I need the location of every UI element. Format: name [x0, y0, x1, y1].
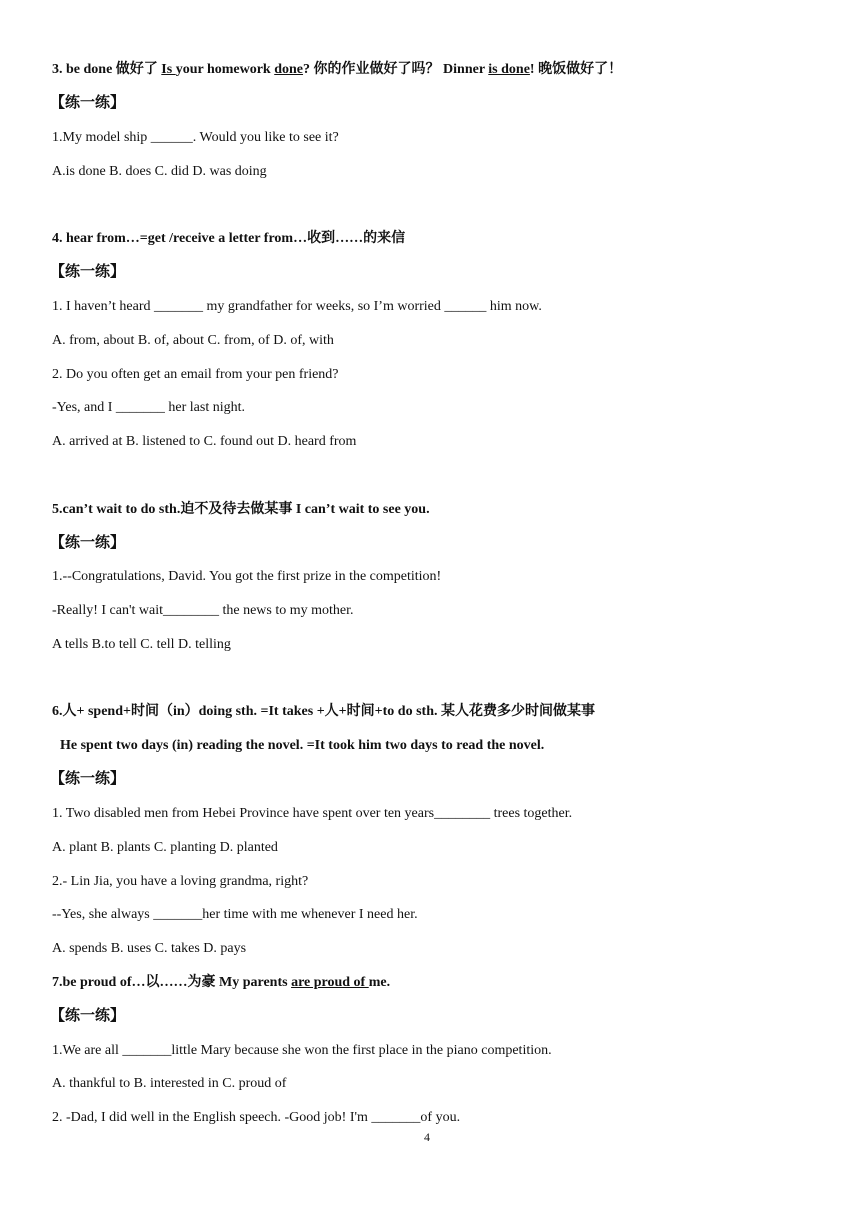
practice-label: 【练一练】: [50, 535, 126, 551]
s6-question-1-options: A. plant B. plants C. planting D. planted: [52, 840, 278, 855]
underlined-done: done: [274, 62, 304, 77]
page-number: 4: [424, 1130, 430, 1144]
s6-question-1: 1. Two disabled men from Hebei Province have spent over ten years________ trees together.: [52, 806, 573, 821]
section-7-heading: [52, 974, 390, 992]
underlined-are-proud-of: are proud of: [291, 975, 369, 990]
s7-question-2: 2. -Dad, I did well in the English speech. -Good job! I'm _______of you.: [52, 1110, 461, 1125]
practice-label: 【练一练】: [50, 95, 126, 111]
section-5-heading: 5.can’t wait to do sth.迫不及待去做某事 I can’t wait to see you.: [52, 502, 430, 517]
s4-question-1: 1. I haven’t heard _______ my grandfather for weeks, so I’m worried ______ him now.: [52, 299, 542, 314]
s4-question-2-options: A. arrived at B. listened to C. found out D. heard from: [52, 434, 357, 449]
s5-question-1: 1.--Congratulations, David. You got the first prize in the competition!: [52, 569, 442, 584]
section-3-tail: ! 晚饭做好了！: [529, 62, 623, 77]
section-3-text: your homework: [175, 62, 275, 77]
section-6-heading: 6.人+ spend+时间（in）doing sth. =It takes +人+时间+to do sth. 某人花费多少时间做某事: [52, 704, 595, 719]
s5-question-1-options: A tells B.to tell C. tell D. telling: [52, 637, 231, 652]
s4-question-2-line-2: -Yes, and I _______ her last night.: [52, 400, 246, 415]
section-4-heading: 4. hear from…=get /receive a letter from…收到……的来信: [52, 231, 406, 246]
s3-question-1-options: A.is done B. does C. did D. was doing: [52, 164, 267, 179]
s7-question-1-options: A. thankful to B. interested in C. proud of: [52, 1076, 287, 1091]
section-7-title: 7.be proud of…以……为豪 My parents: [52, 975, 292, 990]
section-6-example: He spent two days (in) reading the novel. =It took him two days to read the novel.: [60, 738, 545, 753]
practice-label: 【练一练】: [50, 771, 126, 787]
practice-label: 【练一练】: [50, 1008, 126, 1024]
s4-question-2: 2. Do you often get an email from your pen friend?: [52, 367, 339, 382]
underlined-is-done: is done: [488, 62, 530, 77]
s5-question-1-line-2: -Really! I can't wait________ the news to my mother.: [52, 603, 354, 618]
s6-question-2-line-2: --Yes, she always _______her time with me whenever I need her.: [52, 907, 418, 922]
section-3-text-2: ? 你的作业做好了吗？ Dinner: [303, 62, 489, 77]
underlined-is: Is: [161, 62, 176, 77]
s7-question-1: 1.We are all _______little Mary because she won the first place in the piano competition.: [52, 1043, 552, 1058]
s6-question-2-options: A. spends B. uses C. takes D. pays: [52, 941, 247, 956]
section-3-heading: [52, 61, 622, 79]
s3-question-1: 1.My model ship ______. Would you like to see it?: [52, 130, 339, 145]
s6-question-2: 2.- Lin Jia, you have a loving grandma, right?: [52, 874, 309, 889]
practice-label: 【练一练】: [50, 264, 126, 280]
s4-question-1-options: A. from, about B. of, about C. from, of D. of, with: [52, 333, 334, 348]
section-7-tail: me.: [368, 975, 391, 990]
section-3-title: 3. be done 做好了: [52, 62, 162, 77]
